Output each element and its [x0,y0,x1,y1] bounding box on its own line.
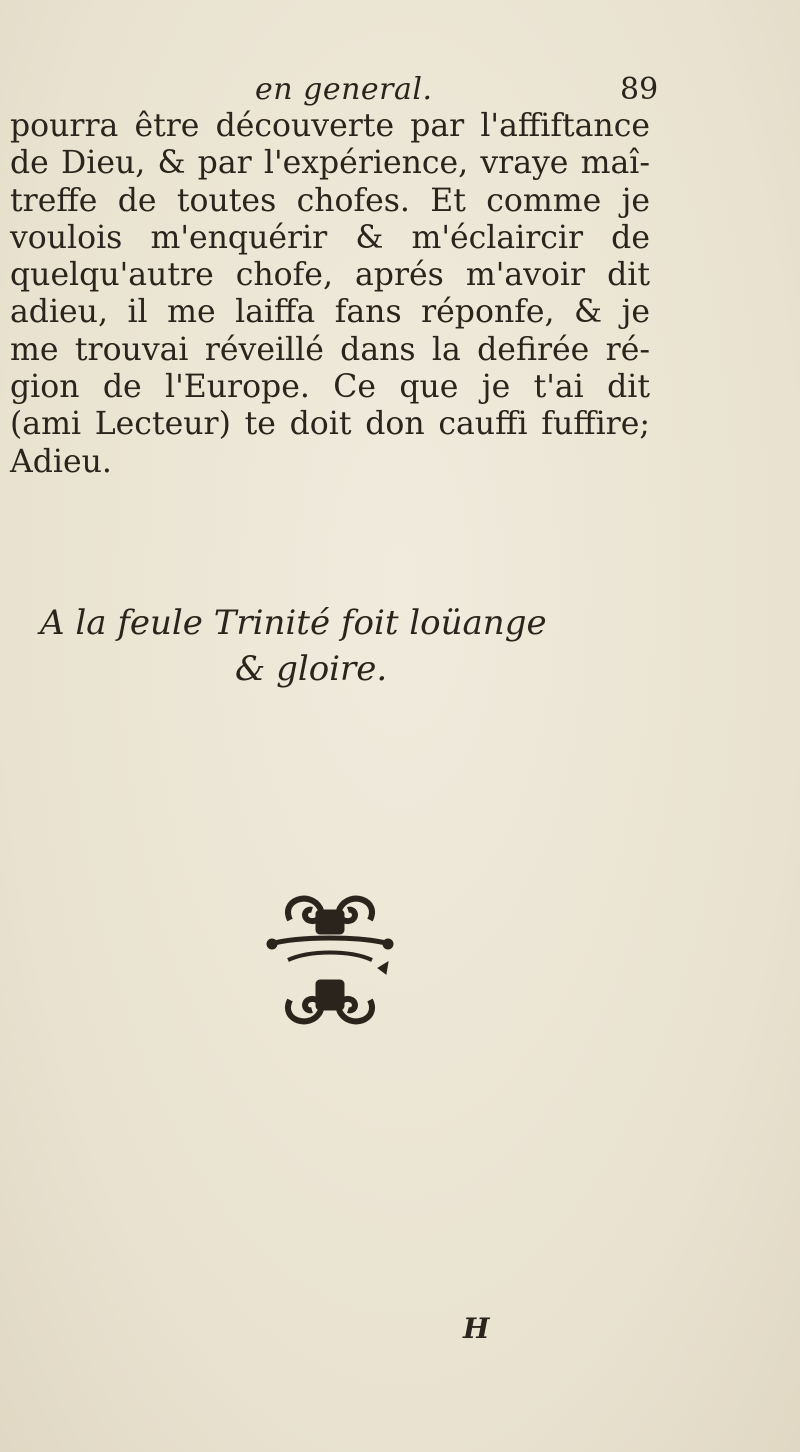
text-line: Adieu. [10,443,112,480]
closing-line: A la feule Trinité foit loüange [40,603,547,643]
text-line: gion de l'Europe. Ce que je t'ai dit [10,369,650,406]
text-line: de Dieu, & par l'expérience, vraye maî- [10,145,650,182]
body-paragraph [10,108,650,481]
text-line: (ami Lecteur) te doit don cauffi fuffire; [10,406,650,443]
page-number: 89 [620,72,659,107]
text-line: adieu, il me laiffa fans réponfe, & je [10,294,650,331]
fleuron-ornament-icon [250,880,410,1040]
text-line: pourra être découverte par l'affiftance [10,108,650,144]
page-header [0,72,800,112]
closing-line: & gloire. [235,649,388,689]
text-line: quelqu'autre chofe, aprés m'avoir dit [10,257,650,294]
signature-mark: H [463,1312,490,1345]
text-line: voulois m'enquérir & m'éclaircir de [10,219,650,256]
text-line: me trouvai réveillé dans la defirée ré- [10,331,650,368]
text-line: treffe de toutes chofes. Et comme je [10,182,650,219]
running-head: en general. [255,72,433,107]
